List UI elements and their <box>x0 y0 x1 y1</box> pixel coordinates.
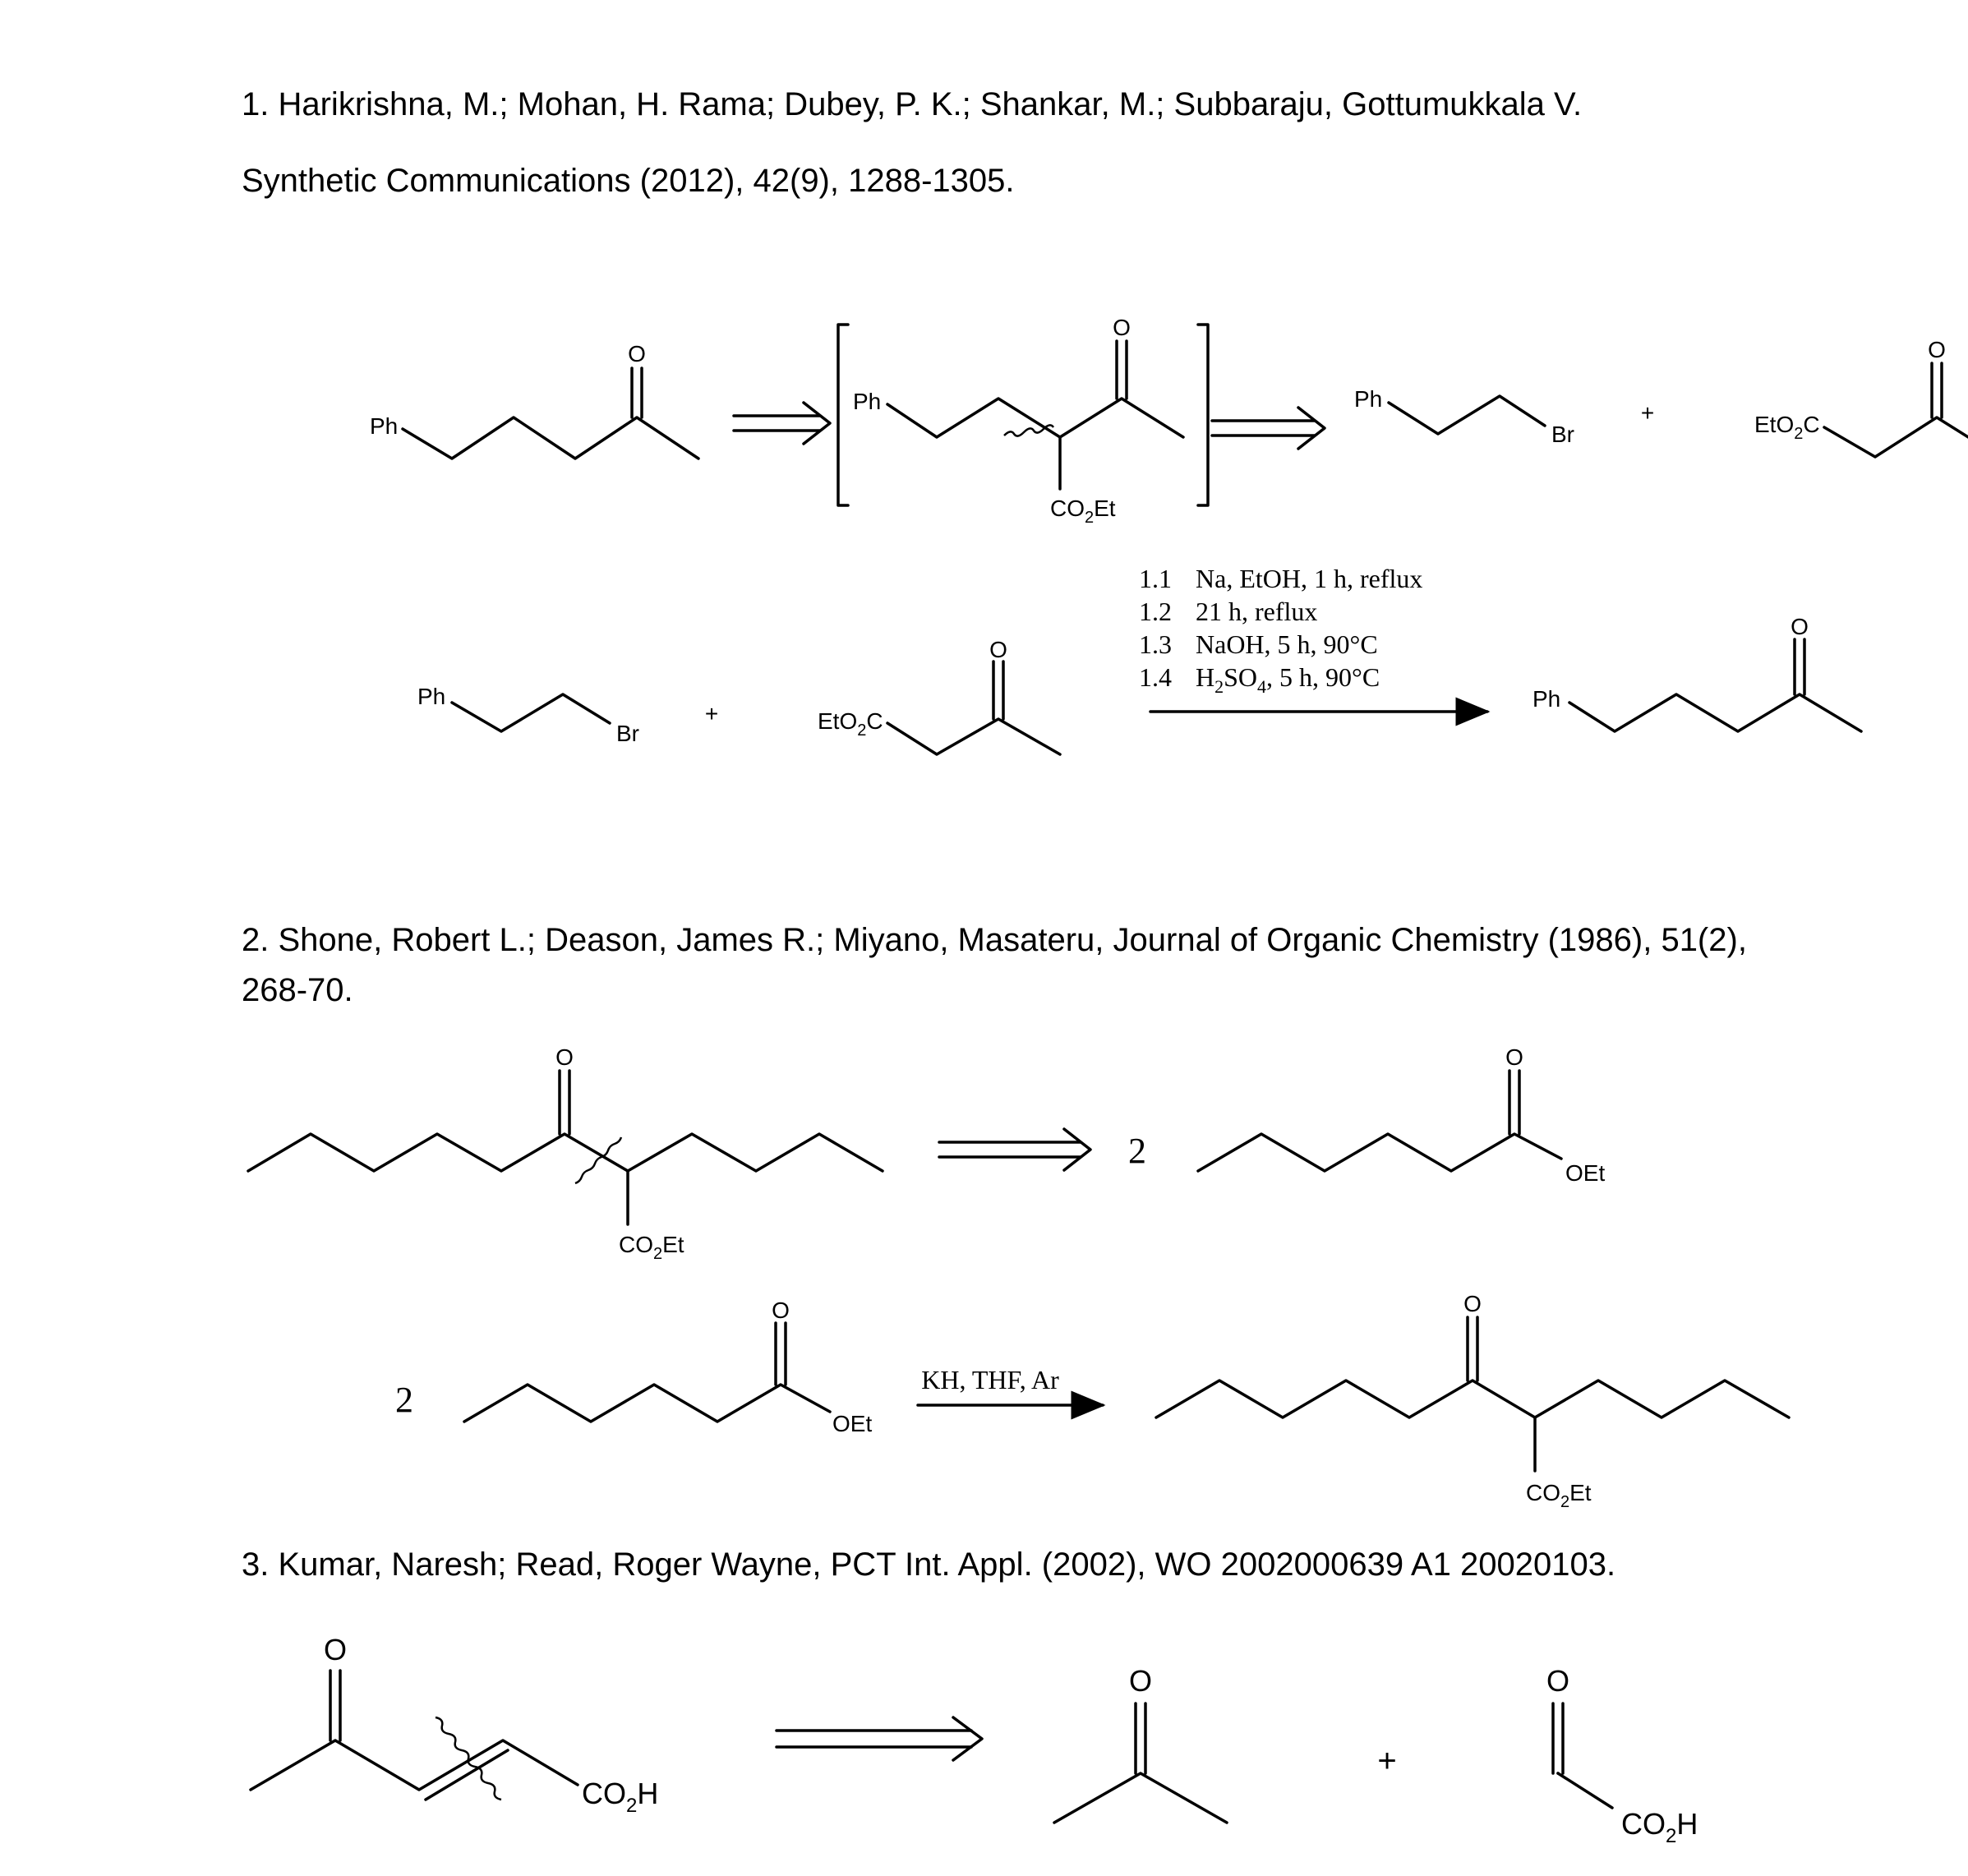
ethyl-hexanoate <box>1198 1044 1605 1186</box>
ester-label: EtO$_2$C <box>818 708 883 740</box>
oxygen-label: O <box>1505 1044 1523 1070</box>
reference-1-journal: Synthetic Communications (2012), 42(9), 1288-1305. <box>242 163 1015 199</box>
reactant-ethyl-hexanoate <box>464 1298 872 1436</box>
carboxylic-acid-label: $CO_2H$ <box>582 1777 659 1817</box>
bromine-label: Br <box>1551 422 1574 447</box>
ester-label: $CO_2Et$ <box>1526 1480 1592 1511</box>
oxygen-label: O <box>989 637 1007 662</box>
reference-3: 3. Kumar, Naresh; Read, Roger Wayne, PCT Int. Appl. (2002), WO 2002000639 A1 20020103. <box>242 1546 1616 1583</box>
retro-arrow-1 <box>734 403 830 444</box>
oxygen-label: O <box>628 341 646 366</box>
phenethyl-bromide <box>1354 386 1574 447</box>
ethoxy-label: OEt <box>832 1411 873 1436</box>
ethoxy-label: OEt <box>1565 1160 1606 1186</box>
reactant-bromide <box>417 684 639 746</box>
plus-sign: + <box>1640 400 1655 426</box>
oxygen-label: O <box>772 1298 790 1323</box>
scheme-1-forward <box>417 564 1861 754</box>
ester-label: $CO_2Et$ <box>1050 496 1116 527</box>
reference-1-authors: 1. Harikrishna, M.; Mohan, H. Rama; Dubey, P. K.; Shankar, M.; Subbaraju, Gottumukkala V. <box>242 86 1583 122</box>
product-ketoester-2 <box>1156 1291 1789 1511</box>
reference-2-pages: 268-70. <box>242 972 353 1008</box>
product-ketone-1 <box>1532 614 1861 731</box>
stoichiometry-label: 2 <box>1128 1131 1146 1171</box>
retro-arrow-4 <box>777 1717 982 1760</box>
plus-sign: + <box>1377 1743 1397 1779</box>
condition-text: 21 h, reflux <box>1196 597 1318 626</box>
plus-sign: + <box>704 701 719 726</box>
phenyl-label: Ph <box>853 389 882 414</box>
glyoxylic-acid <box>1546 1664 1698 1847</box>
target-ketone-1 <box>370 341 698 459</box>
stoichiometry-label: 2 <box>395 1380 413 1420</box>
bracketed-intermediate <box>838 315 1208 527</box>
scheme-2-forward <box>395 1291 1789 1511</box>
condition-step: 1.2 <box>1139 597 1172 626</box>
scheme-1-retrosynthesis <box>370 315 1968 527</box>
phenyl-label: Ph <box>417 684 446 709</box>
oxygen-label: O <box>1463 1291 1482 1316</box>
reference-2-authors: 2. Shone, Robert L.; Deason, James R.; Miyano, Masateru, Journal of Organic Chemistry (1986), 51(2), <box>242 922 1747 958</box>
condition-step: 1.3 <box>1139 629 1172 659</box>
carboxylic-acid-label: $CO_2H$ <box>1621 1807 1698 1847</box>
phenyl-label: Ph <box>1532 686 1561 712</box>
reaction-conditions-2 <box>918 1365 1103 1405</box>
ethyl-acetoacetate <box>1754 337 1968 457</box>
phenyl-label: Ph <box>1354 386 1383 412</box>
oxygen-label: O <box>555 1044 574 1070</box>
oxygen-label: O <box>323 1633 348 1666</box>
phenyl-label: Ph <box>370 413 399 439</box>
condition-step: 1.4 <box>1139 662 1172 692</box>
oxygen-label: O <box>1928 337 1946 362</box>
bromine-label: Br <box>616 721 639 746</box>
oxygen-label: O <box>1791 614 1809 639</box>
oxygen-label: O <box>1128 1664 1153 1698</box>
condition-text: $H_2SO_4$, 5 h, 90°C <box>1196 662 1380 697</box>
condition-text: NaOH, 5 h, 90°C <box>1196 629 1378 659</box>
ester-label: $CO_2Et$ <box>619 1232 684 1263</box>
scheme-2-retrosynthesis <box>248 1044 1605 1263</box>
retro-arrow-3 <box>939 1129 1090 1170</box>
ester-label: EtO$_2$C <box>1754 412 1820 443</box>
scheme-3-retrosynthesis <box>251 1633 1698 1847</box>
condition-text: KH, THF, Ar <box>921 1365 1059 1394</box>
condition-text: Na, EtOH, 1 h, reflux <box>1196 564 1423 593</box>
condition-step: 1.1 <box>1139 564 1172 593</box>
oxygen-label: O <box>1113 315 1131 340</box>
retro-arrow-2 <box>1212 408 1325 449</box>
reactant-ketoester <box>818 637 1060 754</box>
reaction-conditions-1 <box>1139 564 1487 712</box>
target-ketoester-2 <box>248 1044 883 1263</box>
target-enone-acid <box>251 1633 658 1817</box>
oxygen-label: O <box>1546 1664 1570 1698</box>
acetone <box>1054 1664 1227 1823</box>
